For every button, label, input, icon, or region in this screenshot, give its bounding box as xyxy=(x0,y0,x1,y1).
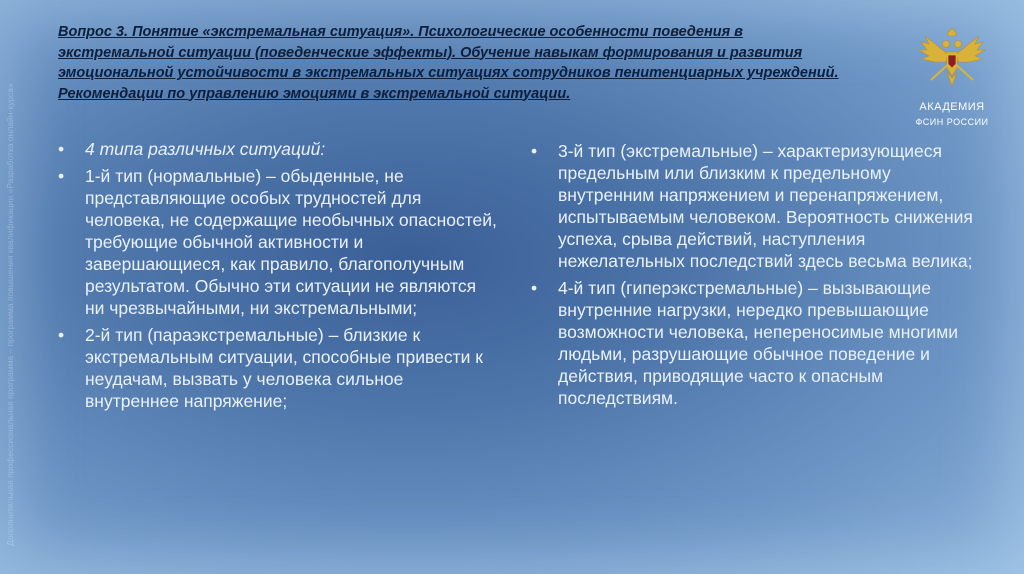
list-item-text: 4 типа различных ситуаций: xyxy=(85,139,326,159)
list-item xyxy=(531,140,981,272)
academy-logo xyxy=(904,22,1000,130)
list-item xyxy=(58,324,498,412)
logo-line-academy: АКАДЕМИЯ xyxy=(919,101,985,113)
side-program-note: Дополнительная профессиональная программа – программа повышения квалификации «Разработка онлайн-курса» xyxy=(5,83,15,546)
double-headed-eagle-emblem-icon xyxy=(917,22,987,94)
right-bullet-list xyxy=(531,140,981,414)
list-item xyxy=(58,165,498,319)
list-item-text: 3-й тип (экстремальные) – характеризующиеся предельным или близким к предельному внутренним напряжением и перенапряжением, испытываемым человеком. Вероятность снижения успеха, срыва действий, наступления нежелательных последствий здесь весьма велика; xyxy=(558,141,973,271)
bullet-icon: • xyxy=(58,325,65,345)
bullet-icon: • xyxy=(531,278,538,298)
list-item-text: 4-й тип (гиперэкстремальные) – вызывающие внутренние нагрузки, нередко превышающие возможности человека, непереносимые многими людьми, разрушающие обычное поведение и действия, приводящие часто к опасным последствиям. xyxy=(558,278,959,408)
slide-title: Вопрос 3. Понятие «экстремальная ситуация». Психологические особенности поведения в экстремальной ситуации (поведенческие эффекты). Обучение навыкам формирования и развития эмоциональной устойчивости в экстремальных ситуациях сотрудников пенитенциарных учреждений. Рекомендации по управлению эмоциями в экстремальной ситуации. xyxy=(58,24,839,102)
bullet-icon: • xyxy=(58,166,65,186)
left-bullet-list xyxy=(58,138,498,417)
bullet-icon: • xyxy=(531,141,538,161)
list-item xyxy=(58,138,498,160)
list-item-text: 1-й тип (нормальные) – обыденные, не представляющие особых трудностей для человека, не содержащие необычных опасностей, требующие обычной активности и завершающиеся, как правило, благополучным результатом. Обычно эти ситуации не являются ни чрезвычайными, ни экстремальными; xyxy=(85,166,497,318)
list-item-text: 2-й тип (параэкстремальные) – близкие к экстремальным ситуации, способные привести к неудачам, вызвать у человека сильное внутреннее напряжение; xyxy=(85,325,483,411)
bullet-icon: • xyxy=(58,139,65,159)
logo-line-fsin: ФСИН РОССИИ xyxy=(915,117,989,127)
list-item xyxy=(531,277,981,409)
